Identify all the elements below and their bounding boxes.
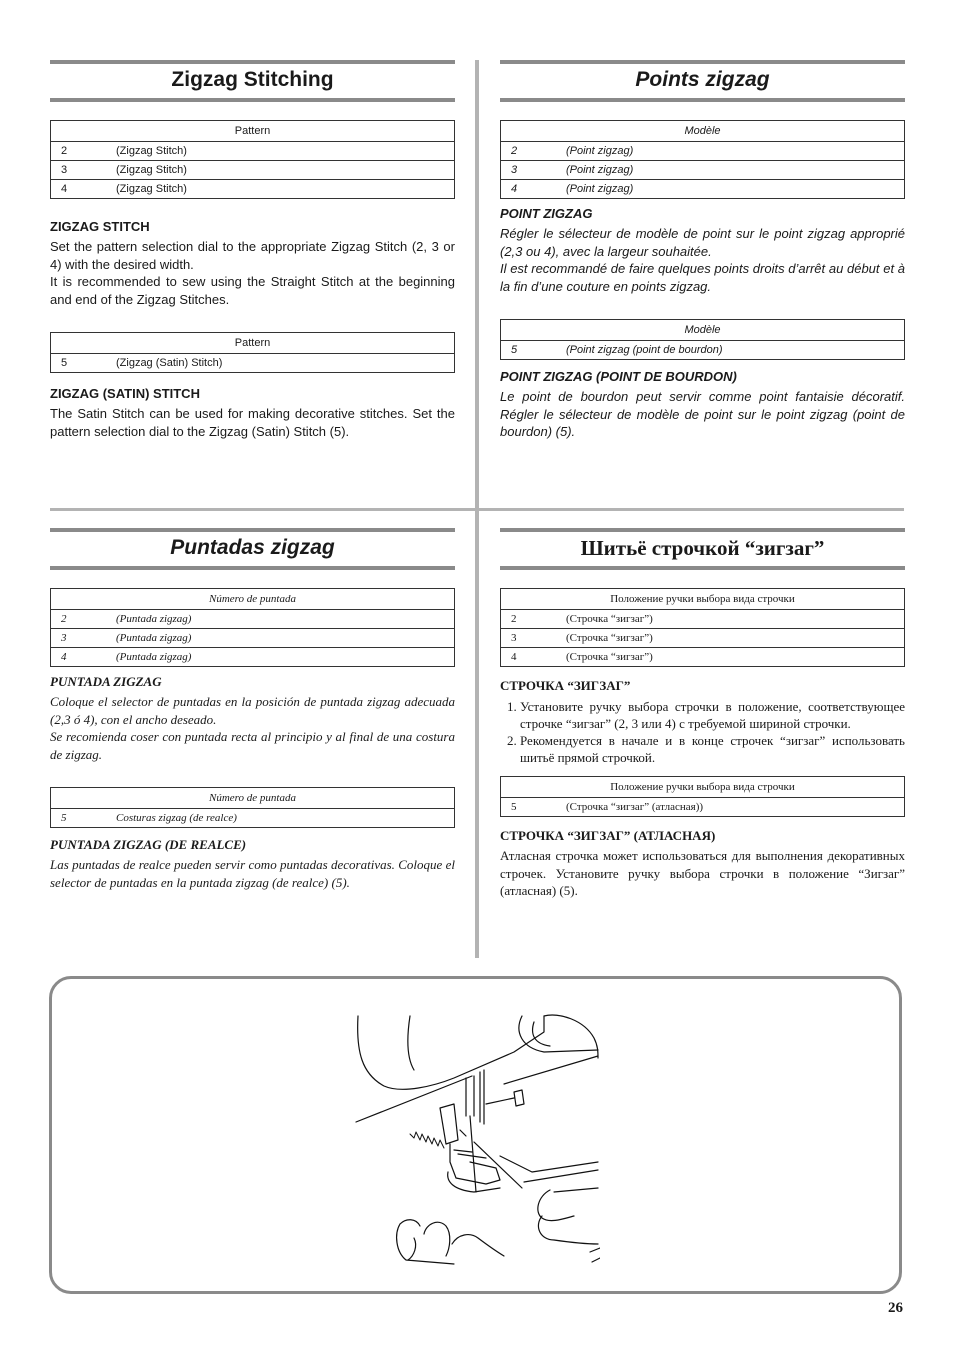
spanish-section: [50, 528, 455, 891]
french-subheading-1: POINT ZIGZAG: [500, 206, 593, 221]
table-row: 4 (Строчка “зигзаг”): [501, 648, 905, 667]
table-row: 5 (Point zigzag (point de bourdon): [501, 341, 905, 360]
french-section: [500, 60, 905, 441]
french-paragraph: Il est recommandé de faire quelques points droits d’arrêt au début et à la fin d’une couture en points zigzag.: [500, 261, 905, 294]
russian-pattern-table-2: [500, 776, 905, 817]
spanish-paragraph: Se recomienda coser con puntada recta al principio y al final de una costura de zigzag.: [50, 729, 455, 762]
french-subheading-2: POINT ZIGZAG (POINT DE BOURDON): [500, 369, 737, 384]
french-pattern-table-1: [500, 120, 905, 199]
table-header: Положение ручки выбора вида строчки: [501, 589, 905, 610]
table-header: Número de puntada: [51, 788, 455, 809]
table-row: 2 (Puntada zigzag): [51, 610, 455, 629]
table-row: 3 (Puntada zigzag): [51, 629, 455, 648]
english-paragraph: It is recommended to sew using the Straight Stitch at the beginning and end of the Zigzag Stitches.: [50, 274, 455, 307]
english-pattern-table-1: [50, 120, 455, 199]
english-paragraph: The Satin Stitch can be used for making decorative stitches. Set the pattern selection dial to the Zigzag (Satin) Stitch (5).: [50, 406, 455, 439]
table-row: 2 (Строчка “зигзаг”): [501, 610, 905, 629]
spanish-heading: [50, 528, 455, 570]
spanish-pattern-table-2: [50, 787, 455, 828]
table-header: Pattern: [51, 333, 455, 354]
russian-subheading-2: СТРОЧКА “ЗИГЗАГ” (АТЛАСНАЯ): [500, 828, 716, 843]
english-paragraph: Set the pattern selection dial to the appropriate Zigzag Stitch (2, 3 or 4) with the desired width.: [50, 239, 455, 272]
table-row: 5 (Строчка “зигзаг” (атласная)): [501, 798, 905, 817]
table-row: 5 Costuras zigzag (de realce): [51, 809, 455, 828]
table-header: Modèle: [501, 121, 905, 142]
table-row: 2 (Zigzag Stitch): [51, 142, 455, 161]
french-paragraph: Régler le sélecteur de modèle de point sur le point zigzag approprié (2,3 ou 4), avec la largeur souhaitée.: [500, 226, 905, 259]
horizontal-divider-right: [479, 508, 904, 511]
list-item: 2. Рекомендуется в начале и в конце строчек “зигзаг” использовать шитьё прямой строчкой.: [520, 732, 905, 766]
sewing-machine-illustration: [354, 1012, 600, 1268]
russian-subheading-1: СТРОЧКА “ЗИГЗАГ”: [500, 678, 631, 693]
list-item: 1. Установите ручку выбора строчки в положение, соответствующее строчке “зигзаг” (2, 3 или 4) с требуемой шириной строчки.: [520, 698, 905, 732]
table-header: Número de puntada: [51, 589, 455, 610]
spanish-subheading-1: PUNTADA ZIGZAG: [50, 674, 162, 689]
table-row: 3 (Point zigzag): [501, 161, 905, 180]
table-row: 4 (Zigzag Stitch): [51, 180, 455, 199]
spanish-title: Puntadas zigzag: [170, 536, 335, 559]
french-title: Points zigzag: [635, 68, 770, 91]
table-row: 3 (Строчка “зигзаг”): [501, 629, 905, 648]
english-heading: [50, 60, 455, 102]
table-row: 2 (Point zigzag): [501, 142, 905, 161]
russian-pattern-table-1: [500, 588, 905, 667]
table-header: Положение ручки выбора вида строчки: [501, 777, 905, 798]
russian-section: [500, 528, 905, 900]
english-title: Zigzag Stitching: [171, 68, 334, 91]
english-section: [50, 60, 455, 440]
table-header: Pattern: [51, 121, 455, 142]
english-pattern-table-2: [50, 332, 455, 373]
french-pattern-table-2: [500, 319, 905, 360]
spanish-paragraph: Las puntadas de realce pueden servir como puntadas decorativas. Coloque el selector de puntadas en la puntada zigzag (de realce) (5).: [50, 857, 455, 890]
english-subheading-1: ZIGZAG STITCH: [50, 219, 150, 234]
spanish-paragraph: Coloque el selector de puntadas en la posición de puntada zigzag adecuada (2,3 ó 4), con el ancho deseado.: [50, 694, 455, 727]
horizontal-divider-left: [50, 508, 475, 511]
russian-heading: [500, 528, 905, 570]
table-row: 3 (Zigzag Stitch): [51, 161, 455, 180]
table-row: 4 (Puntada zigzag): [51, 648, 455, 667]
russian-title: Шитьё строчкой “зигзаг”: [580, 536, 825, 560]
page-number: 26: [888, 1300, 903, 1316]
spanish-subheading-2: PUNTADA ZIGZAG (DE REALCE): [50, 837, 247, 852]
spanish-pattern-table-1: [50, 588, 455, 667]
table-row: 5 (Zigzag (Satin) Stitch): [51, 354, 455, 373]
table-header: Modèle: [501, 320, 905, 341]
french-paragraph: Le point de bourdon peut servir comme point fantaisie décoratif. Régler le sélecteur de modèle de point sur le point zigzag (point de bourdon) (5).: [500, 389, 905, 439]
russian-paragraph: Атласная строчка может использоваться для выполнения декоративных строчек. Установите ручку выбора строчки в положение “Зигзаг” (атласная) (5).: [500, 848, 905, 898]
russian-instructions-list: [500, 698, 905, 766]
english-subheading-2: ZIGZAG (SATIN) STITCH: [50, 386, 200, 401]
french-heading: [500, 60, 905, 102]
table-row: 4 (Point zigzag): [501, 180, 905, 199]
